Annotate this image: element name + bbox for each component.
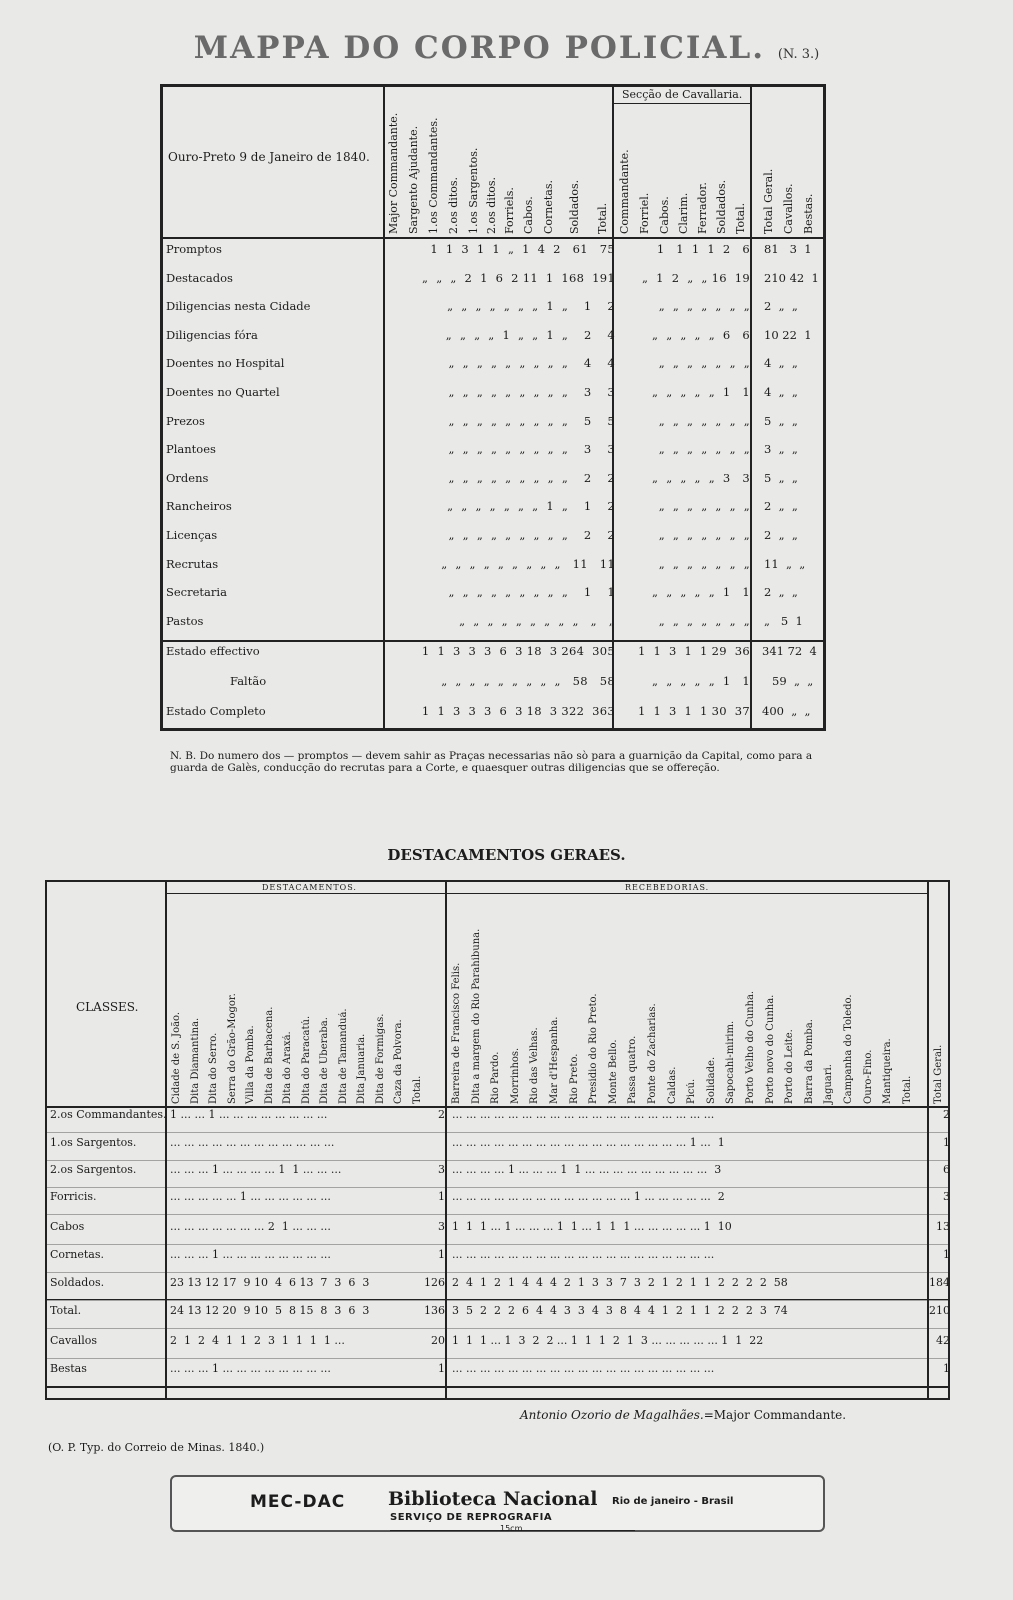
row-rule	[45, 1244, 950, 1245]
missing-main: „ „ „ „ „ „ „ „ „ 58 58	[441, 674, 615, 688]
stamp-scale: 15cm	[500, 1524, 523, 1533]
title-text: MAPPA DO CORPO POLICIAL.	[193, 30, 766, 66]
dest-col-header: Dita de Formigas.	[374, 1013, 386, 1104]
row-rule	[45, 1328, 950, 1329]
row-rule	[45, 1132, 950, 1133]
detachment-row-label: Total.	[50, 1304, 82, 1317]
map-row-cavalry: „ „ „ „ „ „ „	[658, 557, 750, 571]
stamp-org: MEC-DAC	[250, 1492, 346, 1512]
rec-col-header: Solidade.	[705, 1056, 717, 1104]
dest-col-header: Dita do Araxá.	[282, 1031, 293, 1104]
rec-col-header: Picú.	[686, 1078, 698, 1104]
map-row-label: Recrutas	[166, 557, 219, 571]
detachment-row-grand-total: 13	[936, 1220, 950, 1233]
place-date: Ouro-Preto 9 de Janeiro de 1840.	[168, 150, 370, 164]
cav-col-total: Total.	[734, 202, 747, 234]
rec-col-header: Porto do Leite.	[784, 1029, 796, 1104]
map-row-label: Ordens	[166, 471, 209, 485]
cav-col-clarim: Clarim.	[677, 192, 690, 234]
map-row-totals: 2 „ „	[764, 299, 798, 313]
map-row-label: Rancheiros	[166, 499, 232, 513]
map-row-cavalry: „ „ „ „ „ „ „	[658, 356, 750, 370]
map-row-main: 1 1 3 1 1 „ 1 4 2 61 75	[430, 242, 615, 256]
col-bestas: Bestas.	[802, 193, 815, 234]
detachment-row-rec: 2 4 1 2 1 4 4 4 2 1 3 3 7 3 2 1 2 1 1 2 2 2 2 58	[452, 1276, 788, 1289]
detachment-row-label: Bestas	[50, 1362, 87, 1375]
cav-col-commandante: Commandante.	[618, 149, 631, 234]
detachment-row-grand-total: 42	[936, 1334, 950, 1347]
rec-col-header: Jaguari.	[823, 1064, 835, 1104]
rec-col-header: Mar d'Hespanha.	[549, 1016, 560, 1104]
map-row-label: Plantoes	[166, 442, 216, 456]
rec-col-header: Ouro-Fino.	[862, 1049, 874, 1104]
col-major: Major Commandante.	[387, 112, 400, 234]
detachment-row-label: Cornetas.	[50, 1248, 105, 1261]
dest-col-header: Dita do Serro.	[208, 1032, 219, 1104]
map-row-main: „ „ „ „ „ „ „ „ „ 3 3	[448, 385, 615, 399]
map-row-cavalry: 1 1 1 1 2 6	[656, 242, 750, 256]
cav-col-forriel: Forriel.	[638, 192, 651, 234]
row-rule	[45, 1300, 950, 1301]
detachment-row-rec: ... ... ... ... ... ... ... ... ... ... ... ... ... ... ... ... ... ... ...	[452, 1248, 715, 1261]
detachment-row-rec: ... ... ... ... ... ... ... ... ... ... ... ... ... ... ... ... ... 1 ... 1	[452, 1136, 725, 1149]
dest-col-header: Dita de Tamanduá.	[337, 1008, 349, 1104]
detachment-row-grand-total: 184	[929, 1276, 950, 1289]
header-rule	[160, 237, 826, 239]
dest-col-header: Dita de Uberaba.	[319, 1017, 330, 1104]
map-row-main: „ „ „ „ „ „ „ „ „ „ „	[459, 614, 615, 628]
map-row-totals: 2 „ „	[764, 499, 798, 513]
rec-col-header: Monte Bello.	[607, 1039, 619, 1104]
col-2-sargentos: 2.os ditos.	[485, 176, 498, 234]
detachment-row-dest-total: 3	[438, 1220, 445, 1233]
detachment-row-dest: ... ... ... ... ... ... ... 2 1 ... ... ...	[170, 1220, 331, 1233]
page-title	[0, 30, 1013, 66]
map-row-label: Prezos	[166, 414, 205, 428]
detachment-row-grand-total: 210	[929, 1304, 950, 1317]
rec-col-header: Sapocahi-mirim.	[725, 1020, 737, 1104]
group-header-rule	[165, 893, 927, 894]
group-divider-rule	[445, 880, 447, 1400]
map-row-totals: 2 „ „	[764, 585, 798, 599]
detachment-row-dest: 2 1 2 4 1 1 2 3 1 1 1 1 ...	[170, 1334, 345, 1347]
cavalry-section-title: Secção de Cavallaria.	[622, 88, 743, 101]
map-row-label: Doentes no Quartel	[166, 385, 280, 399]
rec-col-header: Ponte do Zacharias.	[647, 1003, 658, 1104]
detachment-row-label: Cabos	[50, 1220, 85, 1233]
col-sargento-ajudante: Sargento Ajudante.	[407, 125, 420, 234]
cavalry-rule	[612, 84, 614, 731]
map-row-totals: 10 22 1	[764, 328, 812, 342]
detachment-row-label: Forricis.	[50, 1190, 97, 1203]
col-cabos: Cabos.	[522, 196, 535, 234]
detachment-row-dest-total: 2	[438, 1108, 445, 1121]
map-row-label: Doentes no Hospital	[166, 356, 285, 370]
row-rule	[45, 1187, 950, 1188]
rec-col-header: Dita a margem do Rio Parahibuna.	[470, 928, 482, 1104]
map-row-cavalry: „ 1 2 „ „ 16 19	[642, 271, 750, 285]
map-row-main: „ „ „ „ „ „ „ 1 „ 1 2	[447, 299, 615, 313]
detachment-row-rec: 1 1 1 ... 1 3 2 2 ... 1 1 1 2 1 3 ... ... ... ... ... 1 1 22	[452, 1334, 764, 1347]
missing-cavalry: „ „ „ „ „ 1 1	[652, 674, 750, 688]
rec-col-header: Caldas.	[666, 1066, 678, 1104]
effective-totals: 341 72 4	[762, 644, 817, 658]
detachment-row-rec: 3 5 2 2 2 6 4 4 3 3 4 3 8 4 4 1 2 1 1 2 2 2 3 74	[452, 1304, 788, 1317]
map-row-cavalry: „ „ „ „ „ „ „	[658, 299, 750, 313]
rec-col-header: Mantiqueira.	[882, 1038, 894, 1104]
rec-col-header: Rio das Velhas.	[529, 1027, 541, 1104]
rec-col-header: Barra da Pomba.	[803, 1019, 815, 1104]
stamp-city: Rio de janeiro - Brasil	[612, 1496, 734, 1507]
map-row-cavalry: „ „ „ „ „ „ „	[658, 442, 750, 456]
map-row-label: Pastos	[166, 614, 204, 628]
map-row-cavalry: „ „ „ „ „ „ „	[658, 499, 750, 513]
map-row-totals: 2 „ „	[764, 528, 798, 542]
rec-col-header: Rio Pardo.	[490, 1051, 502, 1104]
stamp-library: Biblioteca Nacional	[388, 1488, 598, 1510]
map-row-main: „ „ „ „ „ „ „ „ „ 11 11	[441, 557, 615, 571]
detachment-row-dest: ... ... ... ... ... ... ... ... ... ... ... ...	[170, 1136, 335, 1149]
t2-bottom-rule	[45, 1386, 950, 1388]
classes-rule	[165, 880, 167, 1400]
dest-col-header: Cidade de S. João.	[171, 1011, 182, 1104]
map-row-label: Promptos	[166, 242, 222, 256]
effective-cavalry: 1 1 3 1 1 29 36	[637, 644, 750, 658]
detachment-row-rec: ... ... ... ... ... ... ... ... ... ... ... ... ... ... ... ... ... ... ...	[452, 1108, 715, 1121]
rec-col-header: Barreira de Francisco Felis.	[451, 962, 462, 1104]
col-soldados: Soldados.	[568, 179, 581, 234]
detachment-row-rec: ... ... ... ... ... ... ... ... ... ... ... ... ... 1 ... ... ... ... ... 2	[452, 1190, 725, 1203]
row-rule	[45, 1214, 950, 1215]
grand-total-header: Total Geral.	[933, 1044, 944, 1104]
detachment-row-label: Cavallos	[50, 1334, 98, 1347]
detachments-title: DESTACAMENTOS GERAES.	[387, 846, 626, 864]
map-row-cavalry: „ „ „ „ „ „ „	[658, 528, 750, 542]
map-row-main: „ „ „ „ „ „ „ „ „ 3 3	[448, 442, 615, 456]
dest-col-header: Caza da Polvora.	[393, 1019, 404, 1104]
map-row-main: „ „ „ „ „ „ „ „ „ 2 2	[448, 528, 615, 542]
detachment-row-dest: 24 13 12 20 9 10 5 8 15 8 3 6 3	[170, 1304, 370, 1317]
signature-rank: =Major Commandante.	[703, 1408, 847, 1422]
complete-cavalry: 1 1 3 1 1 30 37	[637, 704, 750, 718]
effective-main: 1 1 3 3 3 6 3 18 3 264 305	[421, 644, 615, 658]
rec-col-header: Passa quatro.	[627, 1035, 639, 1104]
detachment-row-dest-total: 20	[431, 1334, 445, 1347]
rec-col-header: Presidio do Rio Preto.	[588, 993, 600, 1104]
detachment-row-label: Soldados.	[50, 1276, 105, 1289]
dest-col-header: Dita de Barbacena.	[263, 1006, 275, 1104]
map-row-label: Secretaria	[166, 585, 227, 599]
col-1-sargentos: 1.os Sargentos.	[467, 147, 480, 234]
totals-rule	[750, 84, 752, 731]
map-row-main: „ „ „ „ „ „ „ „ „ 2 2	[448, 471, 615, 485]
map-row-main: „ „ „ „ „ „ „ „ „ 1 1	[448, 585, 615, 599]
detachment-row-grand-total: 2	[943, 1108, 950, 1121]
map-row-label: Destacados	[166, 271, 233, 285]
detachment-row-grand-total: 1	[943, 1136, 950, 1149]
map-row-totals: 4 „ „	[764, 356, 798, 370]
map-row-totals: 5 „ „	[764, 471, 798, 485]
complete-label: Estado Completo	[166, 704, 266, 718]
cav-col-soldados: Soldados.	[715, 179, 728, 234]
detachment-row-rec: ... ... ... ... 1 ... ... ... 1 1 ... ... ... ... ... ... ... ... ... 3	[452, 1163, 722, 1176]
detachment-row-dest: ... ... ... 1 ... ... ... ... ... ... ... ...	[170, 1362, 331, 1375]
detachment-row-grand-total: 3	[943, 1190, 950, 1203]
map-row-main: „ „ „ 2 1 6 2 11 1 168 191	[422, 271, 615, 285]
col-cavallos: Cavallos.	[782, 183, 795, 234]
map-row-main: „ „ „ „ 1 „ „ 1 „ 2 4	[445, 328, 615, 342]
row-rule	[45, 1272, 950, 1273]
detachment-row-dest-total: 126	[424, 1276, 445, 1289]
dest-col-header: Dita Januaria.	[356, 1033, 367, 1104]
detachment-row-dest: ... ... ... ... ... 1 ... ... ... ... ... ...	[170, 1190, 331, 1203]
detachment-row-grand-total: 1	[943, 1362, 950, 1375]
map-row-cavalry: „ „ „ „ „ 6 6	[652, 328, 750, 342]
map-row-cavalry: „ „ „ „ „ 3 3	[652, 471, 750, 485]
label-column-rule	[383, 84, 385, 731]
col-forriels: Forriels.	[503, 187, 516, 234]
missing-totals: 59 „ „	[772, 674, 814, 688]
col-total-geral: Total Geral.	[762, 168, 775, 234]
detachment-row-label: 2.os Sargentos.	[50, 1163, 137, 1176]
dest-col-header: Serra do Grão-Mogor.	[226, 993, 238, 1104]
detachment-row-dest-total: 1	[438, 1190, 445, 1203]
rec-col-header: Total.	[901, 1075, 913, 1104]
detachment-row-dest: ... ... ... 1 ... ... ... ... ... ... ... ...	[170, 1248, 331, 1261]
map-row-main: „ „ „ „ „ „ „ „ „ 5 5	[448, 414, 615, 428]
stamp-service: SERVIÇO DE REPROGRAFIA	[390, 1512, 553, 1523]
missing-label: Faltão	[230, 674, 267, 688]
classes-header: CLASSES.	[76, 1000, 139, 1014]
complete-totals: 400 „ „	[762, 704, 811, 718]
dest-col-header: Villa da Pomba.	[245, 1025, 256, 1104]
col-1-commandantes: 1.os Commandantes.	[427, 117, 440, 234]
imprint: (O. P. Typ. do Correio de Minas. 1840.)	[48, 1441, 265, 1454]
map-row-totals: 5 „ „	[764, 414, 798, 428]
rec-col-header: Porto Velho do Cunha.	[745, 990, 756, 1104]
cav-col-cabos: Cabos.	[658, 196, 671, 234]
map-number: (N. 3.)	[777, 47, 820, 62]
map-row-label: Diligencias nesta Cidade	[166, 299, 311, 313]
dest-col-header: Dita do Paracatú.	[300, 1015, 312, 1104]
row-rule	[45, 1358, 950, 1359]
summary-rule	[160, 640, 826, 642]
detachment-row-dest-total: 1	[438, 1248, 445, 1261]
detachment-row-dest-total: 1	[438, 1362, 445, 1375]
map-row-totals: 4 „ „	[764, 385, 798, 399]
row-rule	[45, 1160, 950, 1161]
map-row-main: „ „ „ „ „ „ „ 1 „ 1 2	[447, 499, 615, 513]
detachment-row-dest-total: 3	[438, 1163, 445, 1176]
col-total: Total.	[596, 202, 609, 234]
map-row-cavalry: „ „ „ „ „ „ „	[658, 614, 750, 628]
signature-name: Antonio Ozorio de Magalhães.	[520, 1408, 704, 1422]
map-row-label: Diligencias fóra	[166, 328, 258, 342]
cav-col-ferrador: Ferrador.	[696, 182, 709, 234]
map-row-totals: 210 42 1	[764, 271, 819, 285]
rec-col-header: Rio Preto.	[568, 1053, 580, 1104]
group-destacamentos: DESTACAMENTOS.	[262, 883, 357, 892]
map-row-cavalry: „ „ „ „ „ 1 1	[652, 585, 750, 599]
complete-main: 1 1 3 3 3 6 3 18 3 322 363	[421, 704, 615, 718]
detachment-row-grand-total: 1	[943, 1248, 950, 1261]
map-row-cavalry: „ „ „ „ „ „ „	[658, 414, 750, 428]
map-row-totals: „ 5 1	[764, 614, 803, 628]
map-row-totals: 11 „ „	[764, 557, 806, 571]
rec-col-header: Campanha do Toledo.	[843, 994, 854, 1104]
detachment-row-dest: 23 13 12 17 9 10 4 6 13 7 3 6 3	[170, 1276, 370, 1289]
detachment-row-dest: ... ... ... 1 ... ... ... ... 1 1 ... ... ...	[170, 1163, 342, 1176]
col-2-ditos: 2.os ditos.	[447, 176, 460, 234]
detachment-row-label: 2.os Commandantes.	[50, 1108, 167, 1121]
cavalry-header-rule	[612, 103, 750, 104]
map-row-totals: 81 3 1	[764, 242, 812, 256]
map-row-main: „ „ „ „ „ „ „ „ „ 4 4	[448, 356, 615, 370]
rec-col-header: Porto novo do Cunha.	[764, 994, 776, 1104]
detachment-row-rec: ... ... ... ... ... ... ... ... ... ... ... ... ... ... ... ... ... ... ...	[452, 1362, 715, 1375]
map-row-cavalry: „ „ „ „ „ 1 1	[652, 385, 750, 399]
group-recebedorias: RECEBEDORIAS.	[625, 883, 710, 892]
dest-col-header: Dita Diamantina.	[189, 1017, 201, 1104]
detachment-row-grand-total: 6	[943, 1163, 950, 1176]
detachment-row-rec: 1 1 1 ... 1 ... ... ... 1 1 ... 1 1 1 ... ... ... ... ... 1 10	[452, 1220, 732, 1233]
detachment-row-dest-total: 136	[424, 1304, 445, 1317]
nota-bene: N. B. Do numero dos — promptos — devem sahir as Praças necessarias não sò para a guarnição da Capital, como para a guarda de Galès, conducção do recrutas para a Corte, e quaesquer outras diligencias que se offereção.	[170, 750, 813, 774]
effective-label: Estado effectivo	[166, 644, 260, 658]
signature	[520, 1408, 846, 1422]
col-cornetas: Cornetas.	[542, 179, 555, 234]
detachment-row-label: 1.os Sargentos.	[50, 1136, 137, 1149]
map-row-label: Licenças	[166, 528, 218, 542]
detachment-row-dest: 1 ... ... 1 ... ... ... ... ... ... ... ...	[170, 1108, 328, 1121]
dest-col-header: Total.	[411, 1075, 423, 1104]
rec-col-header: Morrinhos.	[509, 1047, 521, 1104]
map-row-totals: 3 „ „	[764, 442, 798, 456]
